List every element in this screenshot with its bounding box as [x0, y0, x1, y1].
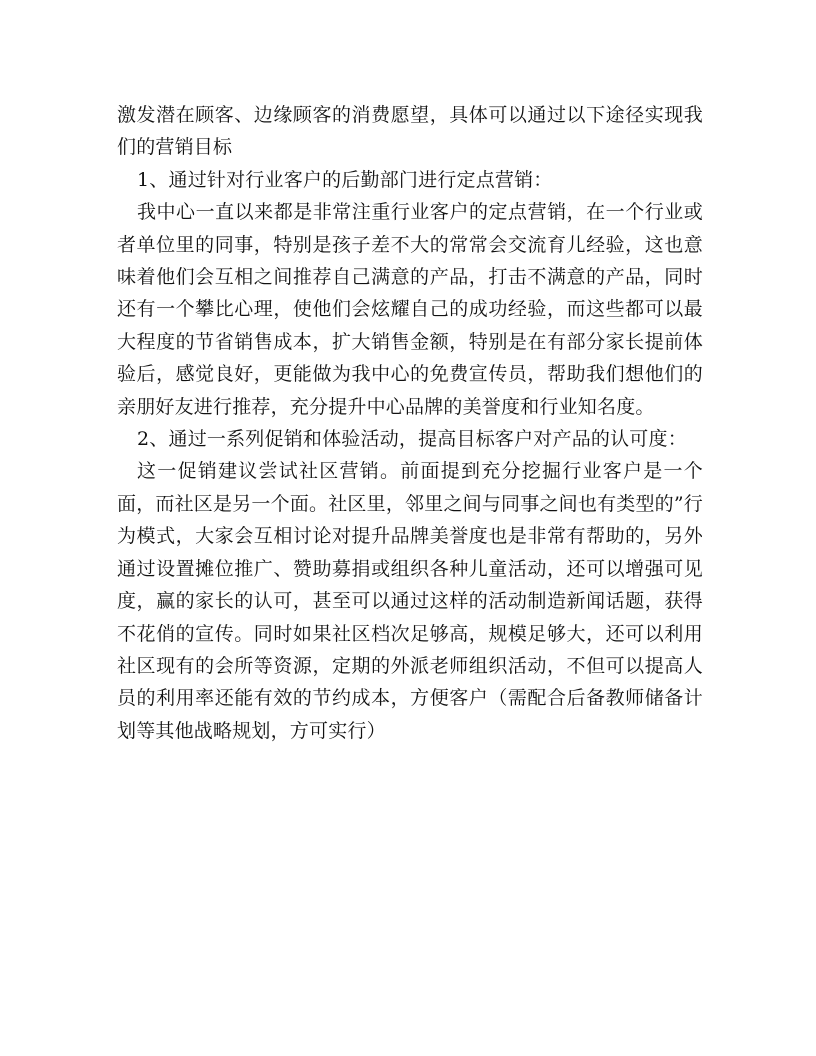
heading-item-2: 2、通过一系列促销和体验活动，提高目标客户对产品的认可度： — [137, 428, 687, 451]
heading-item-1: 1、通过针对行业客户的后勤部门进行定点营销： — [137, 168, 553, 191]
paragraph-item-1-body: 我中心一直以来都是非常注重行业客户的定点营销，在一个行业或者单位里的同事，特别是孩子差不大的常常会交流育儿经验，这也意味着他们会互相之间推荐自己满意的产品，打击不满意的产品，同时还有一个攀比心理，使他们会炫耀自己的成功经验，而这些都可以最大程度的节省销售成本，扩大销售金额，特别是在有部分家长提前体验后，感觉良好，更能做为我中心的免费宣传员，帮助我们想他们的亲朋好友进行推荐，充分提升中心品牌的美誉度和行业知名度。 — [117, 201, 703, 418]
document-body — [117, 99, 703, 747]
paragraph-intro: 激发潜在顾客、边缘顾客的消费愿望，具体可以通过以下途径实现我们的营销目标 — [117, 104, 703, 159]
paragraph-item-2-body: 这一促销建议尝试社区营销。前面提到充分挖掘行业客户是一个面，而社区是另一个面。社区里，邻里之间与同事之间也有类型的”行为模式，大家会互相讨论对提升品牌美誉度也是非常有帮助的，另外通过设置摊位推广、赞助募捐或组织各种儿童活动，还可以增强可见度，赢的家长的认可，甚至可以通过这样的活动制造新闻话题，获得不花俏的宣传。同时如果社区档次足够高，规模足够大，还可以利用社区现有的会所等资源，定期的外派老师组织活动，不但可以提高人员的利用率还能有效的节约成本，方便客户（需配合后备教师储备计划等其他战略规划，方可实行） — [117, 460, 703, 742]
